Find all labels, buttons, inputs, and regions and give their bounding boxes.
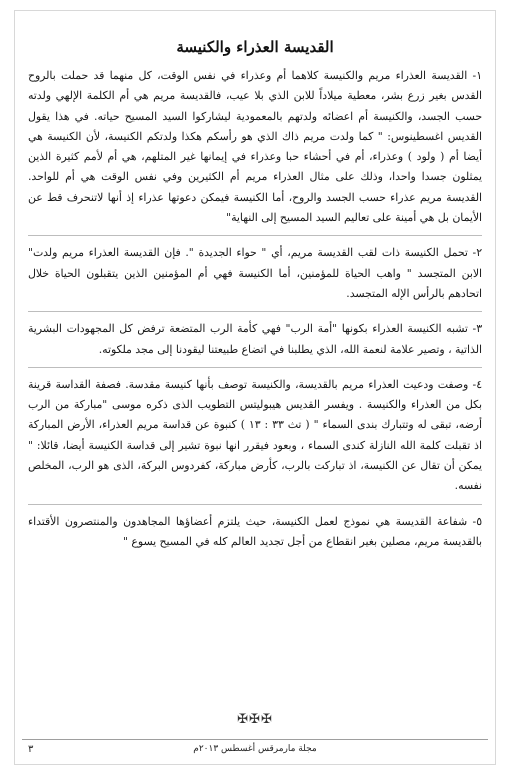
cross-ornament-icon: ✠✠✠: [237, 712, 273, 727]
paragraph-divider: [28, 311, 482, 312]
footer-divider: [22, 739, 488, 740]
paragraph-4: ٤- وصفت ودعيت العذراء مريم بالقديسة، والكنيسة توصف بأنها كنيسة مقدسة. فصفة القداسة قرينة بكل من العذراء والكنيسة . ويفسر القديس هيبوليتس التطويب الذى ذكره موسى "مباركة من الرب أرضه، تبقى له وتتبارك بندى السماء " ( تث ٣٣ : ١٣ ) كنبوة عن قداسة مريم العذراء، الأرض المباركة اذ تقبلت كلمة الله النازلة كندى السماء ، وبعود فيقرر انها نبوة تشير إلى قداسة الكنيسة أيضا، قائلا: " يمكن أن تقال عن الكنيسة، اذ تباركت بالرب، كأرض مباركة، كفردوس البركة، الذى هو الرب، المخلص نفسه.: [28, 377, 482, 493]
paragraph-3: ٣- تشبه الكنيسة العذراء بكونها "أمة الرب" فهي كأمة الرب المتضعة ترفض كل المجهودات البشرية الذاتية ، وتصير علامة لنعمة الله، الذي يطلبنا في اتضاع طبيعتنا ليقودنا إلى مجد ملكوته.: [28, 322, 482, 356]
article-title: القديسة العذراء والكنيسة: [176, 38, 334, 56]
page-number: ٣: [28, 744, 34, 755]
paragraph-divider: [28, 235, 482, 236]
paragraph-divider: [28, 504, 482, 505]
paragraph-divider: [28, 367, 482, 368]
paragraph-1: ١- القديسة العذراء مريم والكنيسة كلاهما أم وعذراء في نفس الوقت، كل منهما قد حملت بالروح القدس بغير زرع بشر، معطية ميلاداً للابن الذي بلا عيب، فالقديسة مريم هي أم الكلمة الإلهي ولدته حسب الجسد، والكنيسة أم اعضائه ولدتهم بالمعمودية ليشاركوا السيد المسيح حياته. في هذا يقول القديس اغسطينوس: " كما ولدت مريم ذاك الذي هو رأسكم هكذا ولدتكم الكنيسة، لأن الكنيسة هي أيضا أم ( ولود ) وعذراء، أم في أحشاء حبا وعذراء في إيمانها غير المتلهم، هي أم لأمم كثيرة الذين يمثلون جسدا واحدا، وذلك على مثال العذراء مريم أم الكثيرين وفي نفس الوقت هي أم للواحد. القديسة مريم عذراء حسب الجسد والروح، أما الكنيسة فيمكن دعوتها عذراء إذ أنها لاتنحرف قط عن الأيمان بل هي أمينة على تعاليم السيد المسيح إلى النهاية": [28, 69, 482, 225]
article-body: [28, 38, 482, 552]
journal-name: مجلة مارمرقس أغسطس ٢٠١٣م: [193, 744, 317, 754]
page-footer: [26, 744, 484, 762]
paragraph-2: ٢- تحمل الكنيسة ذات لقب القديسة مريم، أي " حواء الجديدة ". فإن القديسة العذراء مريم ولدت" الابن المتجسد " واهب الحياة للمؤمنين، أما الكنيسة فهي أم المؤمنين الذين يتقبلون الحياة خلال اتحادهم بالرأس الإله المتجسد.: [28, 246, 482, 300]
paragraph-5: ٥- شفاعة القديسة هي نموذج لعمل الكنيسة، حيث يلتزم أعضاؤها المجاهدون والمنتصرون الأقتداء بالقديسة مريم، مصلين بغير انقطاع من أجل تجديد العالم كله في المسيح يسوع ": [28, 514, 482, 548]
